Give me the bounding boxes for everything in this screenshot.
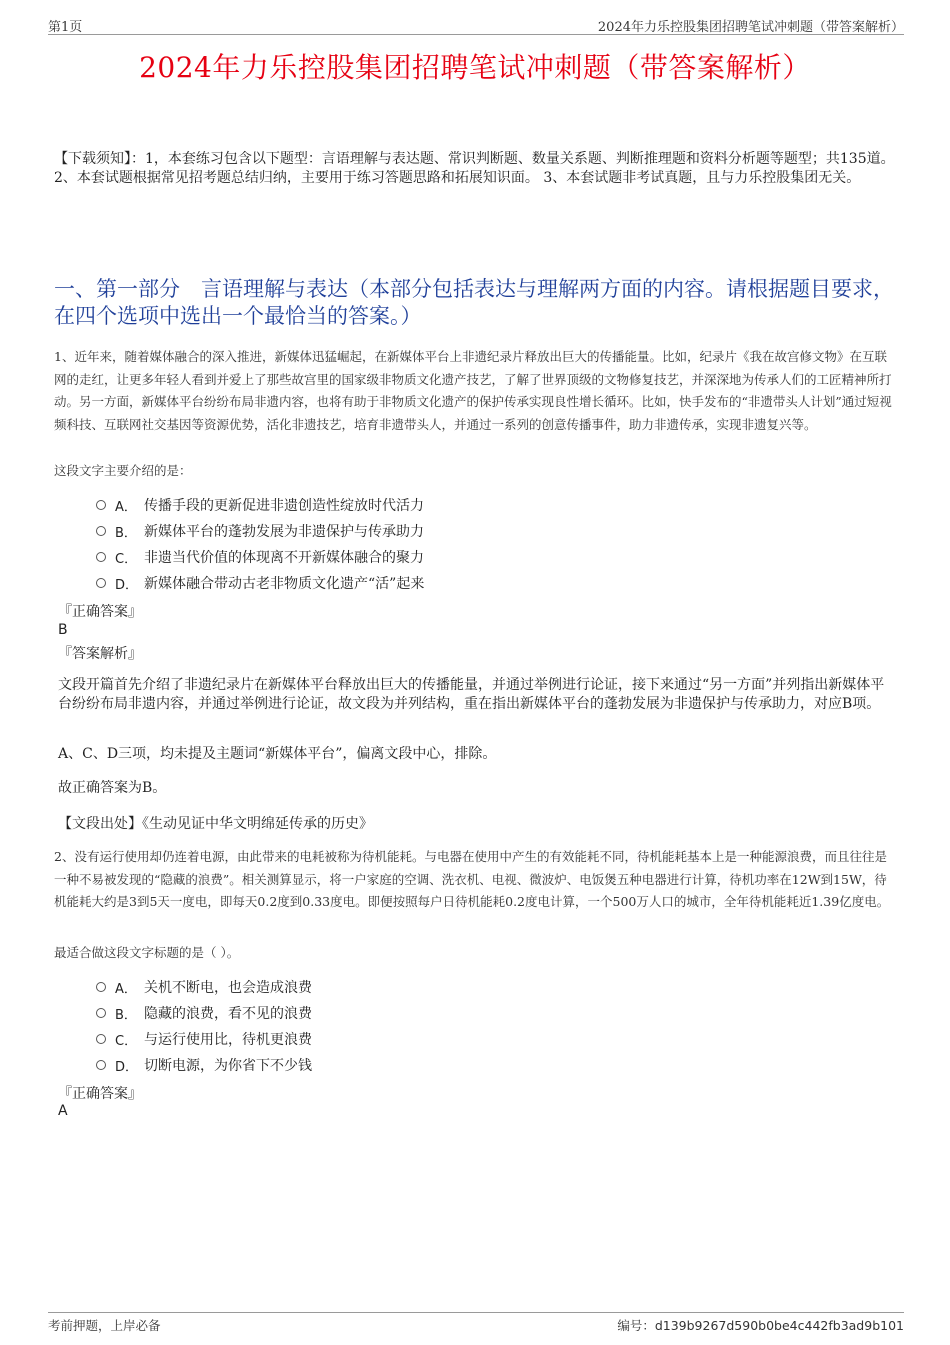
footer-slogan: 考前押题，上岸必备 xyxy=(48,1318,161,1333)
question-1-answer: B xyxy=(58,622,68,638)
question-1-option-b[interactable]: B． 新媒体平台的蓬勃发展为非遗保护与传承助力 xyxy=(96,520,796,546)
radio-icon[interactable] xyxy=(96,500,106,510)
question-2-option-c[interactable]: C． 与运行使用比，待机更浪费 xyxy=(96,1028,796,1054)
question-1-analysis-p3: 故正确答案为B。 xyxy=(58,780,167,796)
document-title: 2024年力乐控股集团招聘笔试冲刺题（带答案解析） xyxy=(139,51,811,84)
question-1-option-d[interactable]: D． 新媒体融合带动古老非物质文化遗产“活”起来 xyxy=(96,572,796,598)
radio-icon[interactable] xyxy=(96,982,106,992)
footer-code: 编号：d139b9267d590b0be4c442fb3ad9b101 xyxy=(617,1318,904,1333)
question-2-option-b[interactable]: B． 隐藏的浪费，看不见的浪费 xyxy=(96,1002,796,1028)
question-2-option-d[interactable]: D． 切断电源，为你省下不少钱 xyxy=(96,1054,796,1080)
question-1-text: 1、近年来，随着媒体融合的深入推进，新媒体迅猛崛起，在新媒体平台上非遗纪录片释放出巨大的传播能量。比如，纪录片《我在故宫修文物》在互联网的走红，让更多年轻人看到并爱上了那些故宫里的国家级非物质文化遗产技艺，了解了世界顶级的文物修复技艺，并深深地为传承人们的工匠精神所打动。另一方面，新媒体平台纷纷布局非遗内容，也将有助于非物质文化遗产的保护传承实现良性增长循环。比如，快手发布的“非遗带头人计划”通过短视频科技、互联网社交基因等资源优势，活化非遗技艺，培育非遗带头人，并通过一系列的创意传播事件，助力非遗传承，实现非遗复兴等。 xyxy=(54,349,892,432)
radio-icon[interactable] xyxy=(96,1008,106,1018)
question-1-analysis-label: 『答案解析』 xyxy=(58,646,142,662)
question-2-option-a[interactable]: A． 关机不断电，也会造成浪费 xyxy=(96,976,796,1002)
question-2-text: 2、没有运行使用却仍连着电源，由此带来的电耗被称为待机能耗。与电器在使用中产生的有效能耗不同，待机能耗基本上是一种能源浪费，而且往往是一种不易被发现的“隐藏的浪费”。相关测算显示，将一户家庭的空调、洗衣机、电视、微波炉、电饭煲五种电器进行计算，待机功率在12W到15W，待机能耗大约是3到5天一度电，即每天0.2度到0.33度电。即便按照每户日待机能耗0.2度电计算，一个500万人口的城市，全年待机能耗近1.39亿度电。 xyxy=(54,849,890,909)
radio-icon[interactable] xyxy=(96,552,106,562)
question-2-options xyxy=(96,976,796,1080)
page-footer xyxy=(48,1312,904,1333)
radio-icon[interactable] xyxy=(96,578,106,588)
question-1-prompt: 这段文字主要介绍的是： xyxy=(54,463,192,478)
question-2-prompt: 最适合做这段文字标题的是（ ）。 xyxy=(54,945,240,960)
radio-icon[interactable] xyxy=(96,526,106,536)
question-1-correct-answer-label: 『正确答案』 xyxy=(58,604,142,620)
radio-icon[interactable] xyxy=(96,1034,106,1044)
question-1-option-c[interactable]: C． 非遗当代价值的体现离不开新媒体融合的聚力 xyxy=(96,546,796,572)
section-title: 一、第一部分 言语理解与表达（本部分包括表达与理解两方面的内容。请根据题目要求，在四个选项中选出一个最恰当的答案。） xyxy=(54,277,894,328)
page-number: 第1页 xyxy=(48,20,83,35)
question-1-options xyxy=(96,494,796,598)
download-notice: 【下载须知】：1，本套练习包含以下题型：言语理解与表达题、常识判断题、数量关系题、判断推理题和资料分析题等题型；共135道。 2、本套试题根据常见招考题总结归纳，主要用于练习答题思路和拓展知识面。 3、本套试题非考试真题，且与力乐控股集团无关。 xyxy=(54,151,895,186)
question-1-analysis-p2: A、C、D三项，均未提及主题词“新媒体平台”，偏离文段中心，排除。 xyxy=(58,746,497,762)
header-doc-title: 2024年力乐控股集团招聘笔试冲刺题（带答案解析） xyxy=(597,20,904,35)
question-2-answer: A xyxy=(58,1103,68,1119)
question-1-option-a[interactable]: A． 传播手段的更新促进非遗创造性绽放时代活力 xyxy=(96,494,796,520)
radio-icon[interactable] xyxy=(96,1060,106,1070)
question-1-analysis-p1: 文段开篇首先介绍了非遗纪录片在新媒体平台释放出巨大的传播能量，并通过举例进行论证，接下来通过“另一方面”并列指出新媒体平台纷纷布局非遗内容，并通过举例进行论证，故文段为并列结构，重在指出新媒体平台的蓬勃发展为非遗保护与传承助力，对应B项。 xyxy=(58,677,885,712)
question-1-source: 【文段出处】《生动见证中华文明绵延传承的历史》 xyxy=(58,816,373,832)
page-header xyxy=(48,14,904,35)
question-2-correct-answer-label: 『正确答案』 xyxy=(58,1086,142,1102)
